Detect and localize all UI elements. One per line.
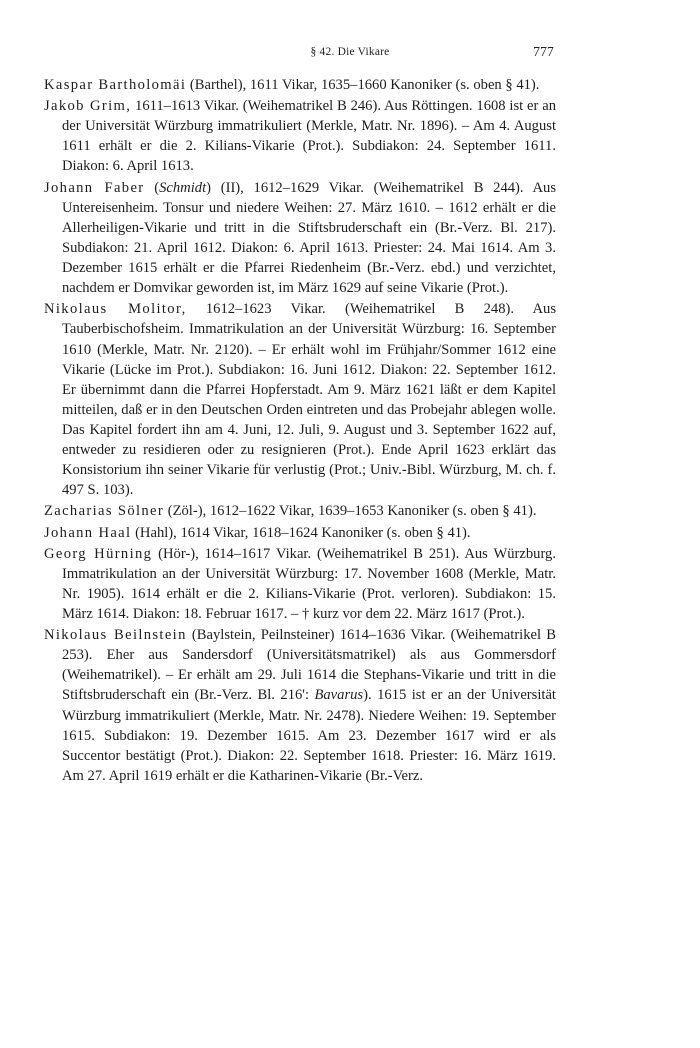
biography-entry	[44, 299, 556, 499]
entry-text: 1612–1623 Vikar. (Weihematrikel B 248). Aus Tauberbischofsheim. Immatrikulation an der Universität Würzburg: 16. September 1610 (Merkle, Matr. Nr. 2120). – Er erhält wohl im Frühjahr/Sommer 1612 eine Vikarie (Lücke im Prot.). Subdiakon: 16. Juni 1612. Diakon: 22. September 1612. Er übernimmt dann die Pfarrei Hopferstadt. Am 9. März 1621 läßt er dem Kapitel mitteilen, daß er in den Deutschen Orden eintreten und das Probejahr ablegen wolle. Das Kapitel fordert ihn am 4. Juni, 12. Juli, 9. August und 3. September 1622 auf, entweder zu residieren oder zu resignieren (Prot.). Ende April 1623 erklärt das Konsistorium ihn seiner Vikarie für verlustig (Prot.; Univ.-Bibl. Würzburg, M. ch. f. 497 S. 103).	[62, 301, 556, 498]
entry-text: (	[154, 179, 160, 196]
running-head: § 42. Die Vikare	[310, 46, 390, 58]
biography-entry	[44, 75, 556, 95]
entry-text: (Barthel), 1611 Vikar, 1635–1660 Kanoniker (s. oben § 41).	[189, 77, 540, 93]
entry-text: ) (II), 1612–1629 Vikar. (Weihematrikel B 244). Aus Untereisenheim. Tonsur und niedere Weihen: 27. März 1610. – 1612 erhält er die Allerheiligen-Vikarie und tritt in die Stiftsbruderschaft ein (Br.-Verz. Bl. 217). Subdiakon: 21. April 1612. Diakon: 6. April 1613. Priester: 24. Mai 1614. Am 3. Dezember 1615 erhält er die Pfarrei Riedenheim (Br.-Verz. ebd.) und verzichtet, nachdem er Domvikar geworden ist, im März 1629 auf seine Vikarie (Prot.).	[62, 179, 556, 297]
entry-name: Jakob Grim,	[44, 98, 132, 115]
entry-text: (Baylstein, Peilnsteiner) 1614–1636 Vikar. (Weihematrikel B 253). Eher aus Sandersdorf (Universitätsmatrikel) als aus Gommersdorf (Weihematrikel). – Er erhält am 29. Juli 1614 die Stephans-Vikarie und tritt in die Stiftsbruderschaft ein (Br.-Verz. Bl. 216':	[62, 627, 556, 704]
biography-entry	[44, 96, 556, 176]
page-number: 777	[533, 44, 554, 59]
entry-name: Zacharias Sölner	[44, 503, 165, 520]
entry-name: Georg Hürning	[44, 545, 153, 562]
entry-text: (Zöl-), 1612–1622 Vikar, 1639–1653 Kanoniker (s. oben § 41).	[167, 503, 537, 520]
page-header	[0, 44, 700, 64]
entry-text-italic: Schmidt	[159, 179, 207, 196]
entry-text: 1611–1613 Vikar. (Weihematrikel B 246). Aus Röttingen. 1608 ist er an der Universität Würzburg immatrikuliert (Merkle, Matr. Nr. 1896). – Am 4. August 1611 erhält er die 2. Kilians-Vikarie (Prot.). Subdiakon: 24. September 1611. Diakon: 6. April 1613.	[62, 98, 556, 175]
entry-name: Johann Haal	[44, 524, 132, 541]
biography-entry	[44, 178, 556, 298]
entry-name: Johann Faber	[44, 179, 145, 196]
entry-text: (Hahl), 1614 Vikar, 1618–1624 Kanoniker (s. oben § 41).	[135, 524, 471, 541]
entry-text-italic: Bavarus	[314, 687, 364, 704]
entry-name: Kaspar Bartholomäi	[44, 77, 187, 93]
biography-entry	[44, 523, 556, 543]
entry-name: Nikolaus Beilnstein	[44, 627, 187, 644]
entry-text: (Hör-), 1614–1617 Vikar. (Weihematrikel B 251). Aus Würzburg. Immatrikulation an der Universität Würzburg: 17. November 1608 (Merkle, Matr. Nr. 1905). 1614 erhält er die 2. Kilians-Vikarie (Prot. verloren). Subdiakon: 15. März 1614. Diakon: 18. Februar 1617. – † kurz vor dem 22. März 1617 (Prot.).	[62, 545, 557, 622]
biography-entry	[44, 625, 556, 785]
entry-name: Nikolaus Molitor,	[44, 301, 187, 318]
entry-list	[44, 75, 556, 787]
entry-text: ). 1615 ist er an der Universität Würzburg immatrikuliert (Merkle, Matr. Nr. 2478). Niedere Weihen: 19. September 1615. Subdiakon: 19. Dezember 1615. Am 23. Dezember 1617 wird er als Succentor bestätigt (Prot.). Diakon: 22. September 1618. Priester: 16. März 1619. Am 27. April 1619 erhält er die Katharinen-Vikarie (Br.-Verz.	[62, 687, 556, 784]
biography-entry	[44, 544, 556, 624]
biography-entry	[44, 501, 556, 521]
